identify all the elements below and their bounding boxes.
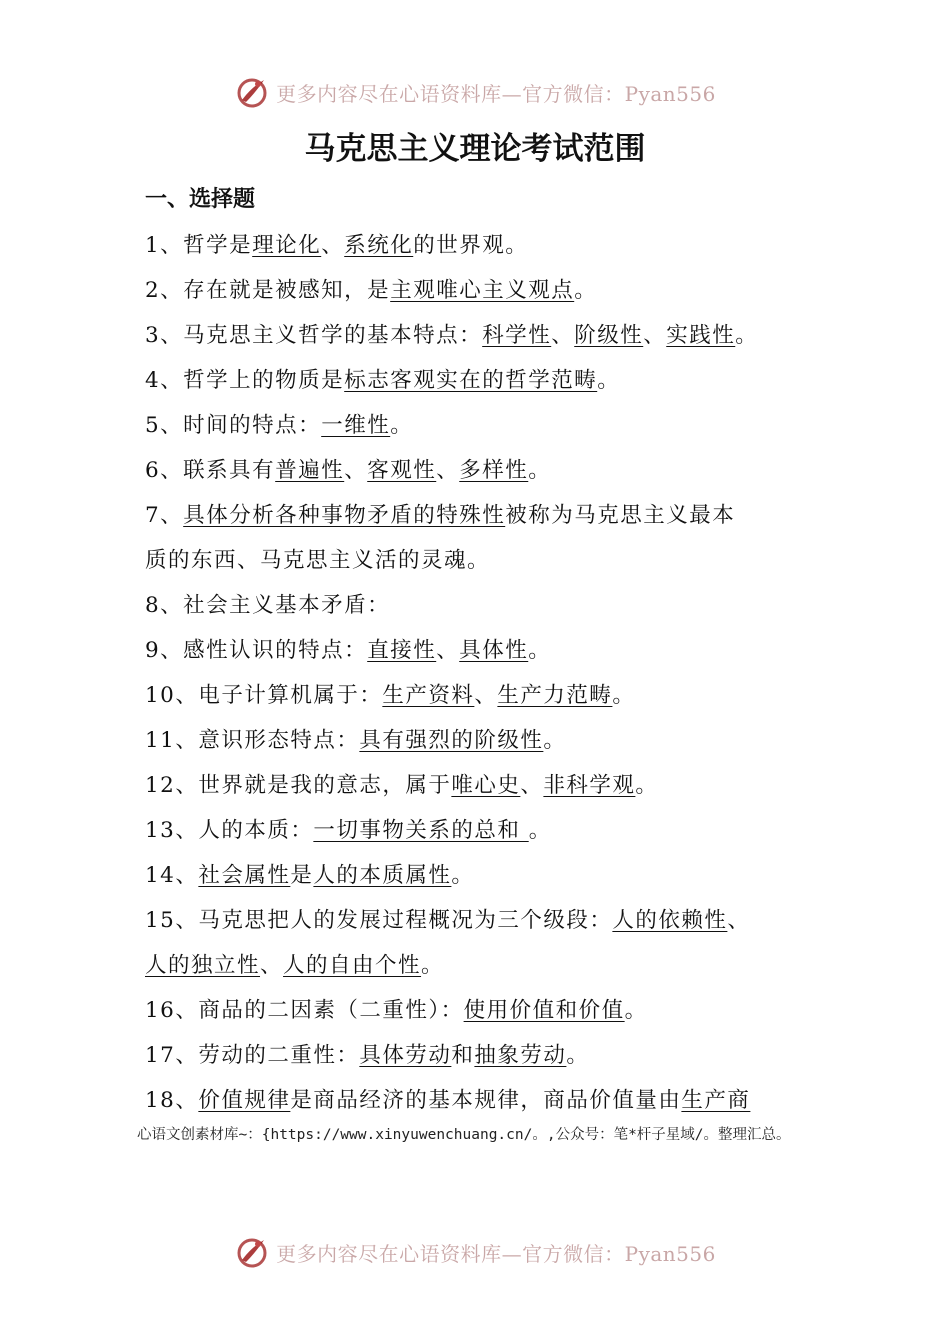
question-text: 1、哲学是 [145,233,253,258]
question-line [145,358,825,403]
question-text: 。 [528,638,552,663]
question-list [145,223,825,1123]
answer-underlined: 生产商 [681,1088,751,1113]
question-line [145,718,825,763]
question-line [145,673,825,718]
question-text: 16、商品的二因素（二重性）： [145,998,464,1023]
answer-underlined: 唯心史 [451,773,521,798]
footer-banner [0,1232,950,1272]
answer-underlined: 抽象劳动 [474,1043,567,1068]
answer-underlined: 多样性 [459,458,529,483]
question-text: 质的东西、马克思主义活的灵魂。 [145,548,491,573]
question-text: 15、马克思把人的发展过程概况为三个级段： [145,908,613,933]
answer-underlined: 普遍性 [275,458,345,483]
question-text: 的世界观。 [413,233,529,258]
section-heading: 一、选择题 [145,187,256,212]
question-line [145,448,825,493]
question-text: 。 [421,953,445,978]
question-text: 被称为马克思主义最本 [505,503,736,528]
answer-underlined: 客观性 [367,458,437,483]
question-text: 7、 [145,503,184,528]
answer-underlined: 具有强烈的阶级性 [359,728,544,753]
banner-text: 更多内容尽在心语资料库—官方微信：Pyan556 [276,1241,716,1266]
question-line [145,1078,825,1123]
question-text: 4、哲学上的物质是 [145,368,345,393]
question-text: 、 [260,953,284,978]
question-line [145,943,825,988]
question-text: 12、世界就是我的意志，属于 [145,773,452,798]
question-text: 5、时间的特点： [145,413,322,438]
question-text: 14、 [145,863,199,888]
answer-underlined: 具体分析各种事物矛盾的特殊性 [183,503,506,528]
answer-underlined: 系统化 [344,233,414,258]
question-line [145,763,825,808]
question-text: 11、意识形态特点： [145,728,360,753]
answer-underlined: 人的依赖性 [612,908,728,933]
question-text: 。 [597,368,621,393]
question-text: 是 [290,863,314,888]
brush-logo-icon [234,1234,270,1270]
question-line [145,538,825,583]
question-text: 、 [520,773,544,798]
question-text: 、 [643,323,667,348]
question-text: 6、联系具有 [145,458,276,483]
answer-underlined: 生产资料 [382,683,475,708]
question-text: 。 [543,728,567,753]
question-line [145,853,825,898]
question-text: 。 [390,413,414,438]
header-banner [0,72,950,112]
question-text: 8、社会主义基本矛盾： [145,593,391,618]
answer-underlined: 标志客观实在的哲学范畴 [344,368,598,393]
question-text: 、 [436,638,460,663]
brush-logo-icon [234,74,270,110]
question-text: 、 [474,683,498,708]
answer-underlined: 理论化 [252,233,322,258]
answer-underlined: 直接性 [367,638,437,663]
answer-underlined: 人的本质属性 [313,863,452,888]
question-text: 2、存在就是被感知，是 [145,278,391,303]
answer-underlined: 具体性 [459,638,529,663]
question-text: 是商品经济的基本规律，商品价值量由 [290,1088,682,1113]
question-text: 3、马克思主义哲学的基本特点： [145,323,483,348]
answer-underlined: 非科学观 [543,773,636,798]
question-text: 、 [321,233,345,258]
question-line [145,583,825,628]
answer-underlined: 主观唯心主义观点 [390,278,575,303]
question-line [145,313,825,358]
answer-underlined: 阶级性 [574,323,644,348]
question-text: 。 [528,818,552,843]
question-text: 。 [624,998,648,1023]
page-title: 马克思主义理论考试范围 [304,131,646,167]
answer-underlined: 生产力范畴 [497,683,613,708]
question-text: 。 [574,278,598,303]
answer-underlined: 科学性 [482,323,552,348]
question-text: 、 [436,458,460,483]
question-line [145,403,825,448]
question-line [145,628,825,673]
question-line [145,268,825,313]
answer-underlined: 使用价值和价值 [463,998,625,1023]
answer-underlined: 价值规律 [198,1088,291,1113]
question-text: 9、感性认识的特点： [145,638,368,663]
question-text: 和 [451,1043,475,1068]
question-line [145,988,825,1033]
banner-text: 更多内容尽在心语资料库—官方微信：Pyan556 [276,81,716,106]
question-line [145,1033,825,1078]
question-line [145,493,825,538]
question-text: 10、电子计算机属于： [145,683,383,708]
answer-underlined: 人的自由个性 [283,953,422,978]
question-text: 。 [735,323,759,348]
question-text: 、 [344,458,368,483]
question-text: 、 [727,908,751,933]
answer-underlined: 一维性 [321,413,391,438]
question-text: 17、劳动的二重性： [145,1043,360,1068]
question-text: 。 [451,863,475,888]
question-text: 。 [528,458,552,483]
answer-underlined: 一切事物关系的总和 [313,818,529,843]
question-line [145,898,825,943]
question-text: 。 [612,683,636,708]
answer-underlined: 社会属性 [198,863,291,888]
question-text: 18、 [145,1088,199,1113]
question-text: 。 [566,1043,590,1068]
question-line [145,223,825,268]
question-text: 13、人的本质： [145,818,314,843]
answer-underlined: 人的独立性 [145,953,261,978]
answer-underlined: 具体劳动 [359,1043,452,1068]
question-text: 、 [551,323,575,348]
answer-underlined: 实践性 [666,323,736,348]
question-line [145,808,825,853]
question-text: 。 [635,773,659,798]
footnote: 心语文创素材库~：{https://www.xinyuwenchuang.cn/。,公众号：笔*杆子星域/。整理汇总。 [137,1127,791,1143]
